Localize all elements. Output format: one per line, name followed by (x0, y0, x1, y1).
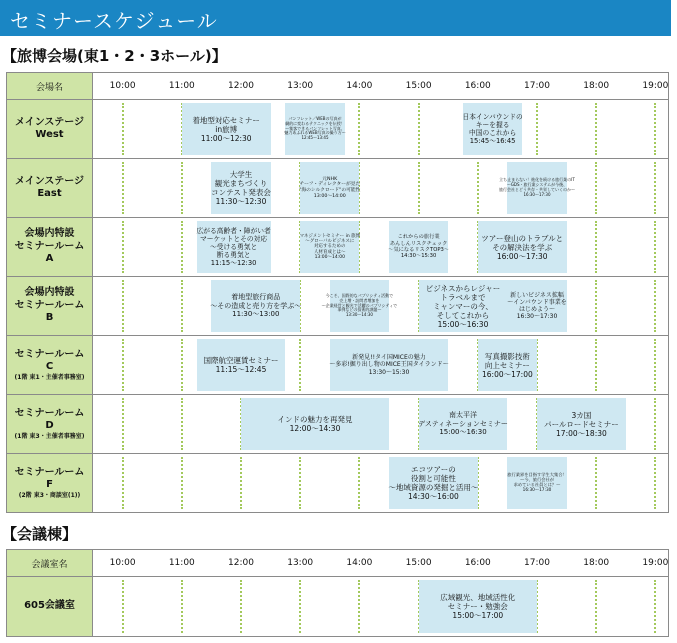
session-title-line: 南太平洋 (448, 411, 477, 420)
session-title-line: 求めている社員とは？～ (513, 483, 561, 488)
time-label: 12:00 (228, 558, 254, 568)
hour-gridline (122, 398, 124, 450)
venue-label-line: B (45, 312, 54, 324)
hour-gridline (358, 580, 360, 633)
session-title-line: 断る勇気と (216, 251, 251, 260)
hour-gridline (477, 162, 479, 214)
schedule-area (93, 577, 669, 637)
session-block[interactable] (241, 398, 389, 450)
venue-row (7, 395, 669, 454)
session-block[interactable] (321, 280, 398, 332)
session-title-line: 役割と可能性 (410, 474, 456, 483)
session-time: 16:00～17:30 (496, 251, 548, 261)
session-block[interactable] (211, 162, 270, 214)
session-title-line: コンテスト発表会 (211, 188, 271, 197)
session-title-line: 着地型対応セミナー (192, 115, 260, 125)
venue-label-line: メインステージ (14, 175, 85, 187)
session-time: 14:30～16:00 (408, 492, 459, 501)
session-block[interactable] (463, 103, 522, 155)
session-title-line: 元NHK (322, 176, 338, 182)
session-time: 16:30～17:30 (522, 488, 552, 494)
time-label: 17:00 (524, 81, 550, 91)
session-title-line: マーケットとその対応 (200, 234, 268, 243)
session-title-line: インドの魅力を再発見 (277, 415, 353, 424)
hour-gridline (418, 103, 420, 155)
session-block[interactable] (478, 339, 537, 391)
venue-label-line: セミナールーム (14, 299, 85, 311)
session-title-line: 劇的に変わるテクニックを伝授！ (285, 120, 345, 126)
venue-label (7, 218, 93, 277)
session-title-line: ～その造成と売り方を学ぶ～ (210, 301, 302, 310)
schedule-table-conference (6, 549, 669, 637)
hour-gridline (122, 103, 124, 155)
venue-location: (1階 東1・主催者事務室) (14, 373, 85, 381)
session-time: 12:00～14:30 (289, 424, 341, 433)
hour-gridline (654, 221, 656, 273)
hour-gridline (181, 221, 183, 273)
time-header (93, 73, 669, 100)
session-title-line: これからの旅行業 (397, 234, 440, 241)
page-title: セミナースケジュール (10, 9, 218, 33)
session-time: 13:00～14:00 (313, 193, 346, 199)
venue-row (7, 336, 669, 395)
session-title-line: パンフレット／WEBの写真が (288, 116, 342, 121)
session-title-line: ～気になるリスクTOP3～ (388, 247, 450, 253)
schedule-area (93, 159, 669, 218)
hour-gridline (181, 580, 183, 633)
venue-row (7, 577, 669, 637)
hour-gridline (654, 580, 656, 633)
venue-label-line: メインステージ (14, 116, 85, 128)
hour-gridline (654, 398, 656, 450)
time-label: 19:00 (642, 81, 669, 91)
time-label: 17:00 (524, 558, 550, 568)
session-title-line: トラベルまで (440, 292, 486, 302)
session-time: 13:30～15:30 (368, 368, 410, 376)
session-time: 17:00～18:30 (556, 428, 607, 438)
session-block[interactable] (507, 457, 566, 509)
session-title-line: in旅博 (215, 124, 238, 134)
time-label: 11:00 (168, 81, 195, 91)
section-title-exhibition: 【旅博会場(東1・2・3ホール)】 (2, 47, 227, 65)
session-time: 13:30～14:30 (345, 312, 373, 318)
hour-gridline (122, 339, 124, 391)
hour-gridline (595, 103, 597, 155)
hour-gridline (181, 398, 183, 450)
venue-row (7, 159, 669, 218)
session-title-line: デスティネーションセミナー (418, 419, 508, 428)
session-block[interactable] (300, 221, 359, 273)
venue-label-line: セミナールーム (14, 407, 85, 419)
hour-gridline (299, 580, 301, 633)
hour-gridline (122, 457, 124, 509)
title-bar (0, 0, 671, 36)
schedule-area (93, 336, 669, 395)
hour-gridline (654, 162, 656, 214)
session-title-line: エコツアーの (411, 465, 456, 474)
session-title-line: セミナー・勉強会 (447, 602, 508, 611)
session-block[interactable] (537, 398, 626, 450)
session-title-line: ビジネスからレジャー (425, 283, 501, 293)
session-time: 13:00～14:00 (314, 255, 345, 261)
session-title-line: 大学生 (229, 170, 253, 179)
session-time: 12:45～13:45 (301, 135, 329, 141)
schedule-area (93, 454, 669, 513)
hour-gridline (536, 103, 538, 155)
time-label: 16:00 (464, 81, 491, 91)
hour-gridline (595, 457, 597, 509)
session-title-line: 広域観光、地域活性化 (440, 593, 516, 602)
hour-gridline (418, 162, 420, 214)
hour-gridline (654, 103, 656, 155)
session-block[interactable] (478, 221, 567, 273)
session-block[interactable] (300, 162, 359, 214)
session-time: 11:15～12:30 (210, 259, 257, 268)
session-block[interactable] (211, 280, 300, 332)
hour-gridline (240, 457, 242, 509)
hour-gridline (181, 162, 183, 214)
hour-gridline (595, 580, 597, 633)
hour-gridline (240, 580, 242, 633)
session-block[interactable] (182, 103, 271, 155)
session-title-line: 着地型旅行商品 (231, 293, 281, 302)
hour-gridline (358, 457, 360, 509)
session-title-line: 向上セミナー (484, 360, 530, 370)
session-title-line: ～多彩!掘り出し物のMICE王国タイランド～ (329, 361, 449, 369)
venue-label (7, 277, 93, 336)
session-title-line: ～地域資源の発掘と活用～ (388, 483, 479, 492)
session-title-line: ～グローバルビジネスに (305, 238, 355, 244)
session-title-line: ～インバウンド事業を (507, 298, 567, 306)
session-title-line: ミャンマーの今、 (433, 301, 493, 311)
section-title-conference: 【会議棟】 (2, 525, 78, 543)
venue-row (7, 277, 669, 336)
session-block[interactable] (419, 580, 537, 633)
venue-label-line: East (37, 188, 62, 199)
session-block[interactable] (507, 280, 566, 332)
hour-gridline (122, 280, 124, 332)
session-title-line: パールロードセミナー (544, 419, 619, 429)
venue-label-line: セミナールーム (14, 240, 85, 252)
session-time: 15:00～17:00 (452, 611, 504, 620)
hour-gridline (122, 221, 124, 273)
session-title-line: 旅行会社とどう共存・共栄していくのか～ (498, 187, 575, 192)
session-block[interactable] (419, 280, 508, 332)
time-label: 13:00 (287, 558, 314, 568)
venue-label-line: D (45, 420, 54, 432)
venue-row (7, 218, 669, 277)
venue-label (7, 159, 93, 218)
hour-gridline (122, 580, 124, 633)
venue-label (7, 336, 93, 395)
schedule-area (93, 395, 669, 454)
session-time: 16:30～17:30 (516, 313, 558, 321)
session-title-line: ツアー登山のトラブルと (481, 233, 564, 243)
session-title-line: 魅力あふれるWEB写真の撮り方～ (284, 130, 346, 136)
session-block[interactable] (389, 221, 448, 273)
hour-gridline (299, 457, 301, 509)
venue-label-line: セミナールーム (14, 348, 85, 360)
session-title-line: 新しいビジネス拡幅 (510, 291, 564, 299)
session-block[interactable] (498, 162, 575, 214)
venue-label (7, 100, 93, 159)
venue-label-line: 会場内特設 (24, 228, 75, 240)
session-title-line: ～今、旅行会社が (519, 477, 554, 483)
session-time: 16:30～17:30 (523, 191, 551, 197)
session-title-line: 日本インバウンドの (462, 112, 523, 121)
session-time: 16:00～17:00 (482, 369, 533, 379)
session-title-line: チーフ・ディレクターが見た (299, 182, 361, 188)
session-title-line: ～GDS・旅行業システムが今後、 (506, 182, 568, 188)
session-time: 15:00～16:30 (437, 319, 489, 329)
session-title-line: 観光まちづくり (214, 179, 268, 188)
venue-location: (1階 東3・主催者事務室) (14, 432, 85, 440)
hour-gridline (595, 339, 597, 391)
session-block[interactable] (285, 103, 344, 155)
hour-gridline (595, 221, 597, 273)
time-label: 19:00 (642, 558, 669, 568)
venue-label-line: F (46, 479, 53, 491)
session-title-line: ～企業経営と観光で活躍のパブリシティで (321, 302, 398, 308)
session-title-line: 今こそ、国際的なパブリシティ活動で (325, 293, 394, 298)
session-title-line: 広がる高齢者・障がい者 (196, 226, 271, 235)
venue-label (7, 454, 93, 513)
hour-gridline (654, 457, 656, 509)
time-label: 15:00 (405, 558, 432, 568)
hour-gridline (181, 457, 183, 509)
hour-gridline (595, 162, 597, 214)
session-title-line: 売上増・訪問者増加を (339, 297, 380, 303)
session-title-line: 事例などの技術的課題～ (337, 307, 382, 313)
time-label: 18:00 (583, 558, 610, 568)
session-title-line: そしてこれから (436, 310, 490, 320)
time-label: 18:00 (583, 81, 610, 91)
time-label: 10:00 (109, 81, 136, 91)
time-label: 14:00 (346, 558, 373, 568)
session-title-line: キーを握る (475, 120, 510, 129)
session-title-line: 対応するための (314, 244, 346, 250)
session-block[interactable] (330, 339, 448, 391)
session-time: 11:15～12:45 (215, 365, 267, 374)
venue-row (7, 100, 669, 159)
session-title-line: 立ち止まらない！進化を続ける旅行業のIT (499, 177, 575, 183)
hour-gridline (654, 339, 656, 391)
session-title-line: 人材育成とは～ (314, 249, 346, 255)
time-label: 12:00 (228, 81, 254, 91)
session-time: 15:45～16:45 (469, 137, 516, 146)
session-time: 11:00～12:30 (200, 133, 252, 143)
venue-label-line: 会場内特設 (24, 287, 75, 299)
hour-gridline (299, 339, 301, 391)
session-time: 11:30～13:00 (232, 310, 280, 319)
session-time: 14:30～15:30 (400, 253, 437, 260)
session-block[interactable] (389, 457, 478, 509)
venue-name-header: 会場名 (7, 73, 93, 100)
session-title-line: 新発見!!タイ国MICEの魅力 (352, 354, 426, 362)
session-title-line: 中国のこれから (468, 129, 517, 137)
session-title-line: 旅行業界を目指す学生大集合！ (507, 472, 567, 478)
venue-label-line: A (45, 253, 54, 265)
hour-gridline (181, 339, 183, 391)
venue-label (7, 395, 93, 454)
venue-label-line: 605会議室 (24, 600, 75, 612)
schedule-area (93, 218, 669, 277)
venue-label (7, 577, 93, 637)
venue-row (7, 454, 669, 513)
session-title-line: "海のシルクロード"の可能性 (299, 188, 361, 193)
venue-label-line: セミナールーム (14, 466, 85, 478)
session-title-line: あんしんリスクチェック (389, 240, 448, 247)
session-title-line: その解決法を学ぶ (492, 242, 553, 252)
session-block[interactable] (419, 398, 508, 450)
venue-label-line: West (35, 129, 64, 140)
session-title-line: はじめよう～ (518, 306, 555, 313)
session-time: 15:00～16:30 (439, 428, 487, 437)
venue-location: (2階 東3・商談室(1)) (18, 491, 81, 499)
venue-label-line: C (45, 361, 54, 373)
time-label: 16:00 (464, 558, 491, 568)
hour-gridline (595, 280, 597, 332)
time-label: 10:00 (109, 558, 136, 568)
time-label: 13:00 (287, 81, 314, 91)
hour-gridline (358, 103, 360, 155)
hour-gridline (181, 280, 183, 332)
session-title-line: 写真撮影技術 (484, 351, 530, 361)
session-block[interactable] (197, 339, 286, 391)
session-title-line: マネジメントセミナー in 旅博 (299, 233, 361, 239)
session-title-line: 国際航空運賃セミナー (203, 356, 279, 365)
hour-gridline (654, 280, 656, 332)
session-title-line: ～集客できるパンフレット写真、 (285, 125, 345, 131)
schedule-table-exhibition (6, 72, 669, 513)
session-title-line: 3カ国 (571, 410, 592, 420)
hour-gridline (122, 162, 124, 214)
schedule-area (93, 277, 669, 336)
time-label: 11:00 (168, 558, 195, 568)
session-time: 11:30～12:30 (215, 197, 267, 206)
schedule-area (93, 100, 669, 159)
time-label: 15:00 (405, 81, 432, 91)
session-title-line: ～受ける勇気と (209, 242, 258, 251)
time-header (93, 550, 669, 577)
room-name-header: 会議室名 (7, 550, 93, 577)
time-label: 14:00 (346, 81, 373, 91)
session-block[interactable] (197, 221, 271, 273)
